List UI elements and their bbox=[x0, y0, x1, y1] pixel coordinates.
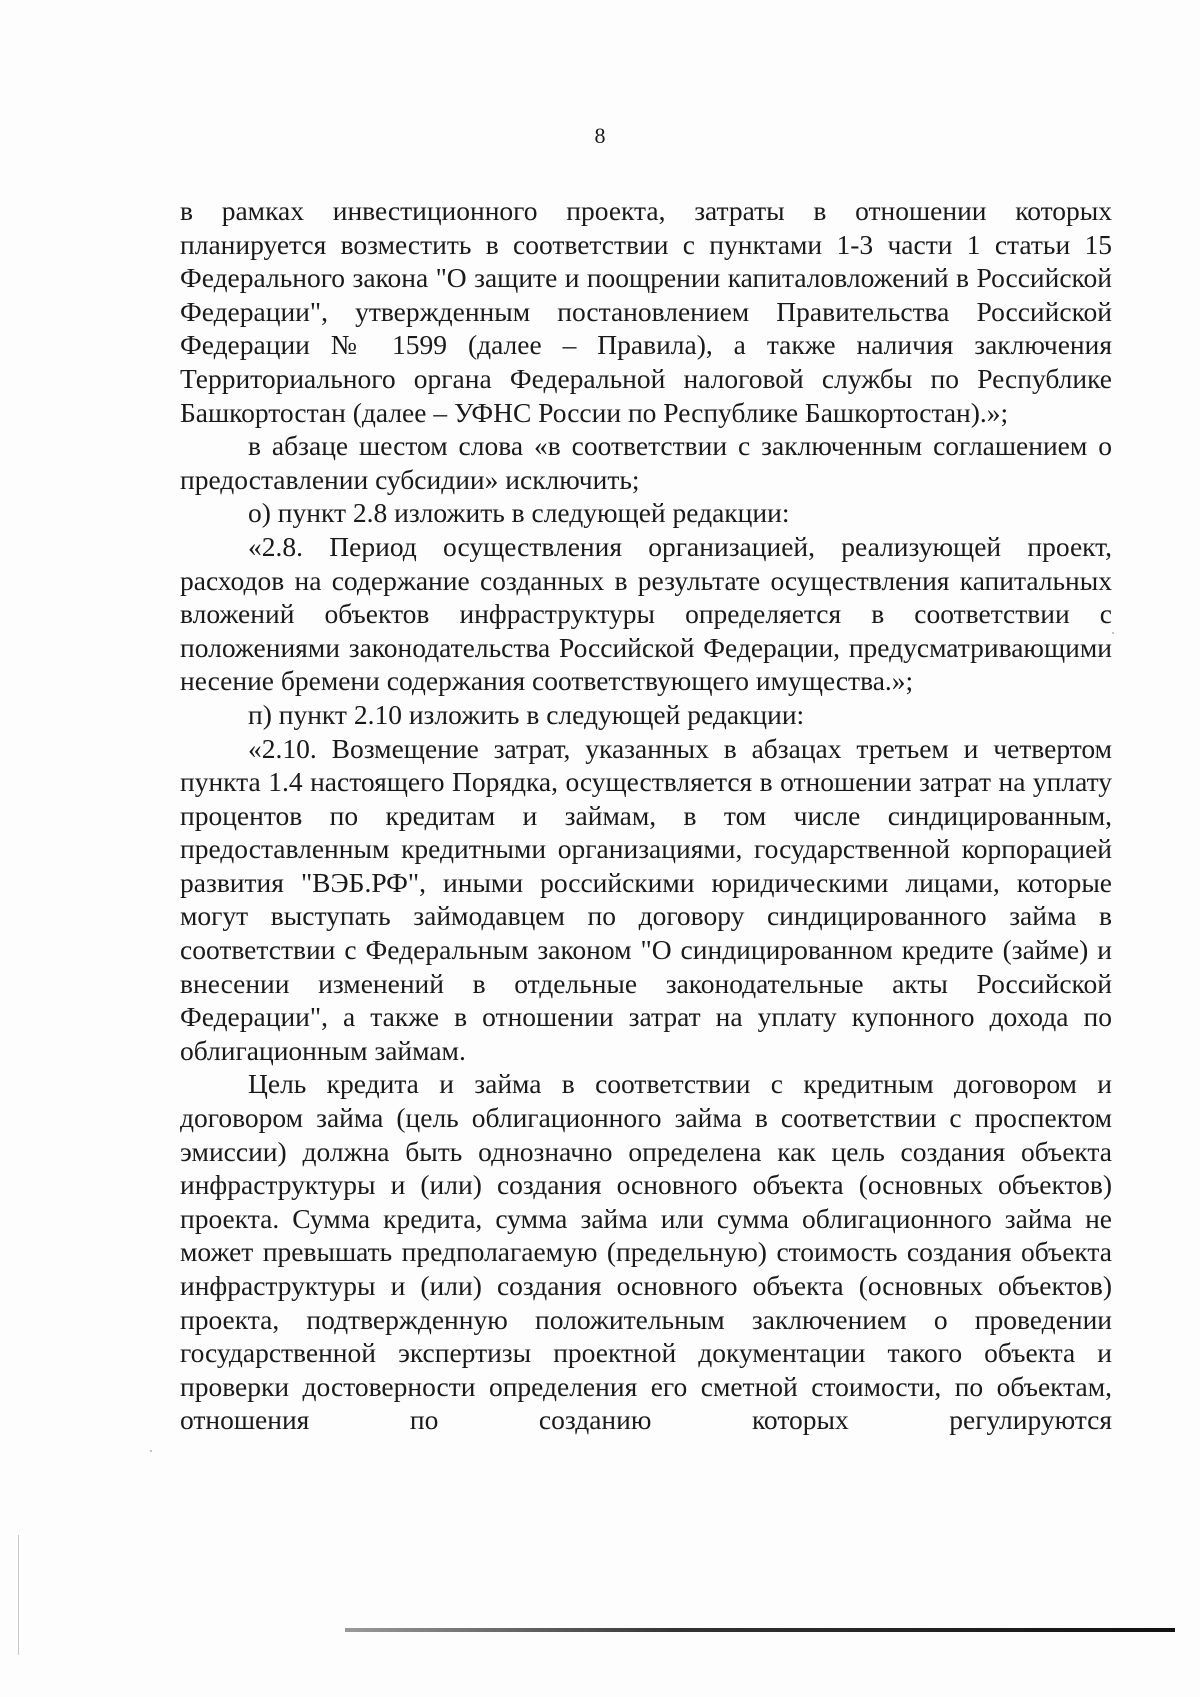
paragraph-abzac-six: в абзаце шестом слова «в соответствии с заключенным соглашением о предоставлении субсидии» исключить; bbox=[180, 430, 1112, 495]
paragraph-credit-purpose: Цель кредита и займа в соответствии с кредитным договором и договором займа (цель облигационного займа в соответствии с проспектом эмиссии) должна быть однозначно определена как цель создания объекта инфраструктуры и (или) создания основного объекта (основных объектов) проекта. Сумма кредита, сумма займа или сумма облигационного займа не может превышать предполагаемую (предельную) стоимость создания объекта инфраструктуры и (или) создания основного объекта (основных объектов) проекта, подтвержденную положительным заключением о проведении государственной экспертизы проектной документации такого объекта и проверки достоверности определения его сметной стоимости, по объектам, отношения по созданию которых регулируются bbox=[180, 1068, 1112, 1436]
page-number: 8 bbox=[594, 123, 606, 148]
paragraph-item-p: п) пункт 2.10 изложить в следующей редакции: bbox=[248, 698, 805, 730]
paragraph-clause-2-10: «2.10. Возмещение затрат, указанных в абзацах третьем и четвертом пункта 1.4 настоящего Порядка, осуществляется в отношении затрат на уплату процентов по кредитам и займам, в том числе синдицированным, предоставленным кредитными организациями, государственной корпорацией развития "ВЭБ.РФ", иными российскими юридическими лицами, которые могут выступать займодавцем по договору синдицированного займа в соответствии с Федеральным законом "О синдицированном кредите (займе) и внесении изменений в отдельные законодательные акты Российской Федерации", а также в отношении затрат на уплату купонного дохода по облигационным займам. bbox=[180, 732, 1112, 1066]
scan-edge-mark bbox=[18, 1535, 19, 1655]
scan-speck bbox=[150, 1450, 152, 1452]
paragraph-clause-2-8: «2.8. Период осуществления организацией, реализующей проект, расходов на содержание созданных в результате осуществления капитальных вложений объектов инфраструктуры определяется в соответствии с положениями законодательства Российской Федерации, предусматривающими несение бремени содержания соответствующего имущества.»; bbox=[180, 530, 1112, 697]
paragraph-continuation: в рамках инвестиционного проекта, затраты в отношении которых планируется возместить в соответствии с пунктами 1-3 части 1 статьи 15 Федерального закона "О защите и поощрении капиталовложений в Российской Федерации", утвержденным постановлением Правительства Российской Федерации № 1599 (далее – Правила), а также наличия заключения Территориального органа Федеральной налоговой службы по Республике Башкортостан (далее – УФНС России по Республике Башкортостан).»; bbox=[180, 195, 1112, 428]
scan-speck bbox=[1112, 632, 1114, 634]
bottom-rule-line bbox=[345, 1628, 1175, 1632]
paragraph-item-o: о) пункт 2.8 изложить в следующей редакции: bbox=[248, 497, 790, 529]
document-body bbox=[180, 194, 1112, 1437]
